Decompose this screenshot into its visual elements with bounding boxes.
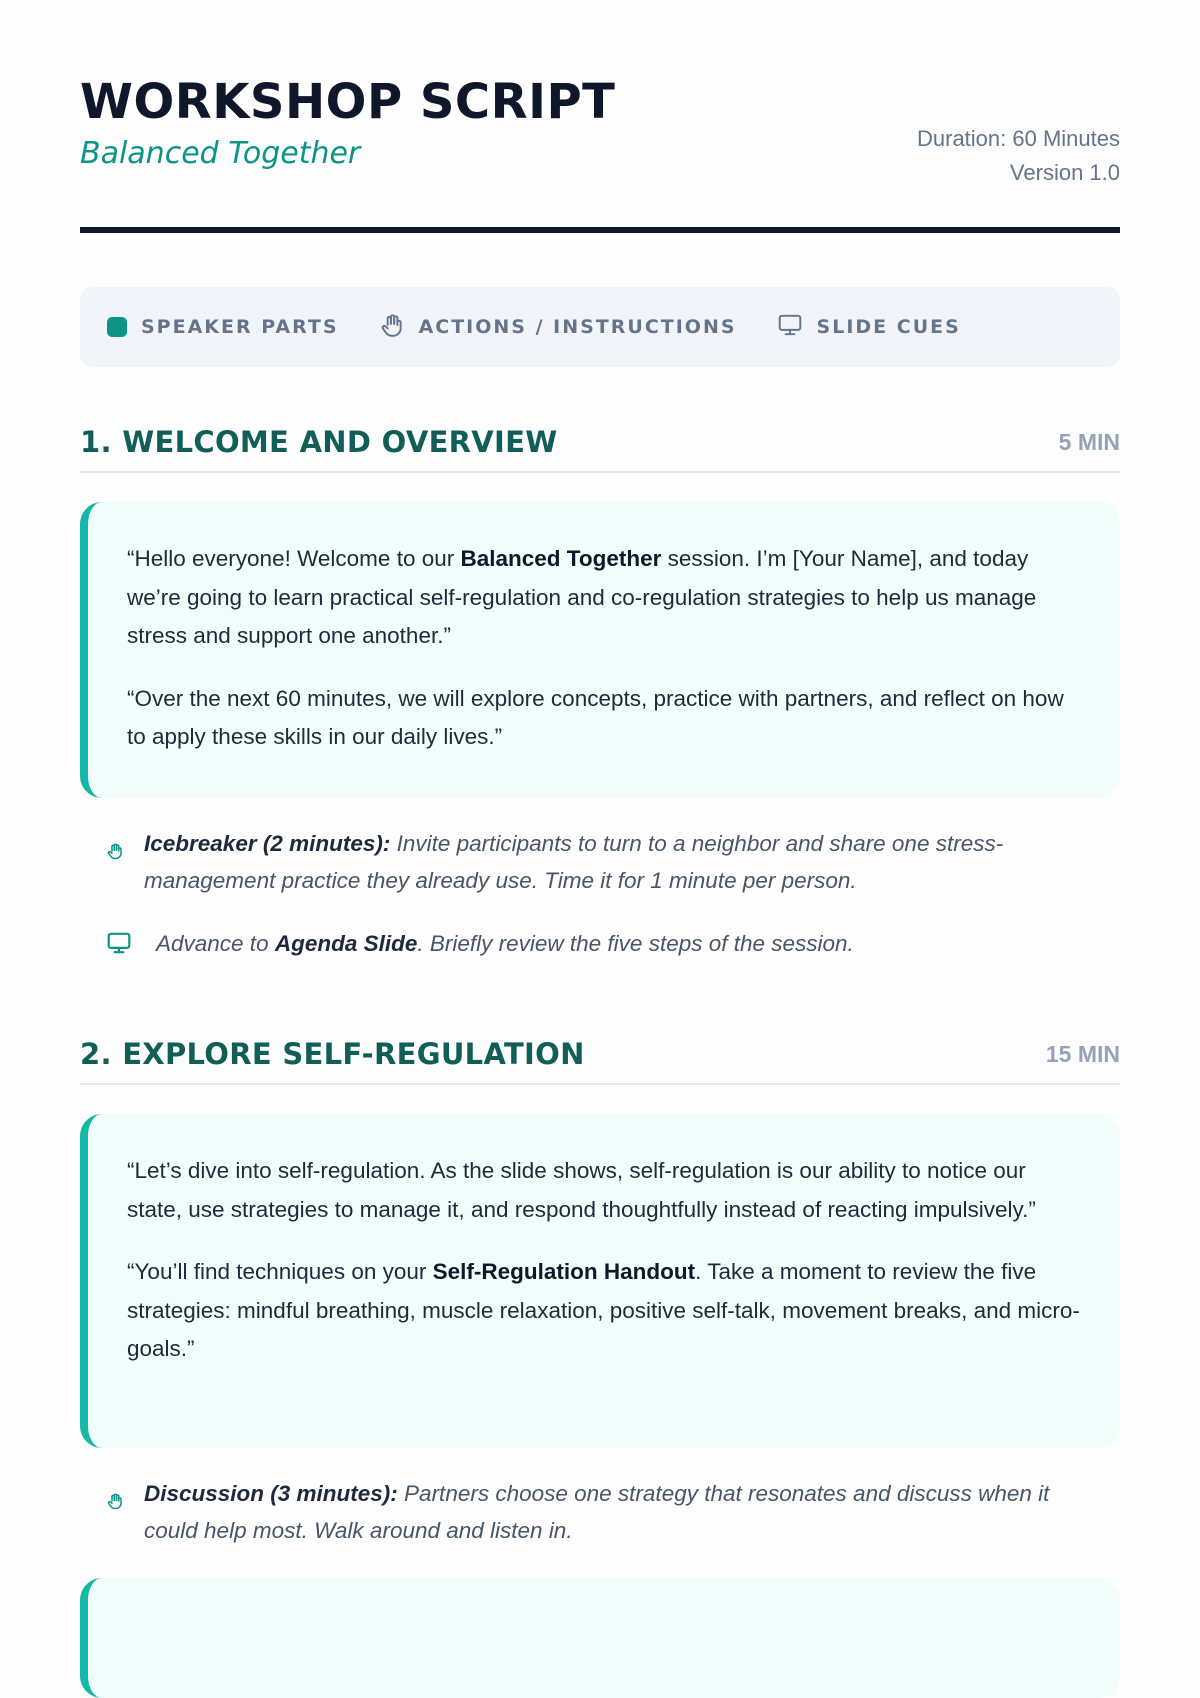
- hand-icon: [106, 834, 124, 871]
- speaker-part: [80, 1114, 1120, 1448]
- header-divider: [80, 227, 1120, 233]
- page-title: WORKSHOP SCRIPT: [80, 74, 616, 130]
- header: [80, 74, 1120, 188]
- speech-paragraph: “Let’s dive into self-regulation. As the slide shows, self-regulation is our ability to notice our state, use strategies to manage it, and respond thoughtfully instead of reacting impulsively.”: [127, 1158, 1036, 1222]
- section-title: 1. WELCOME AND OVERVIEW: [80, 425, 558, 459]
- hand-icon: [106, 1484, 124, 1521]
- monitor-icon: [777, 312, 803, 342]
- section-duration: 5 MIN: [1058, 429, 1120, 455]
- slide-cue: [106, 925, 1086, 962]
- legend-slides: [777, 312, 961, 342]
- legend-actions-label: ACTIONS / INSTRUCTIONS: [418, 316, 737, 338]
- speech-paragraph: “You’ll find techniques on your Self-Regulation Handout. Take a moment to review the five strategies: mindful breathing, muscle relaxation, positive self-talk, movement breaks, and micro-goals.”: [127, 1259, 1080, 1361]
- monitor-icon: [106, 930, 132, 967]
- script-meta: [917, 122, 1120, 190]
- legend-slides-label: SLIDE CUES: [816, 316, 961, 338]
- section-duration: 15 MIN: [1045, 1041, 1120, 1067]
- speaker-part: [80, 502, 1120, 798]
- legend-bar: [80, 287, 1120, 367]
- action-cue: [106, 1475, 1086, 1549]
- section-header: [80, 425, 1120, 473]
- action-text: Discussion (3 minutes): Partners choose one strategy that resonates and discuss when it could help most. Walk around and listen in.: [144, 1481, 1050, 1543]
- action-text: Icebreaker (2 minutes): Invite participants to turn to a neighbor and share one stress-management practice they already use. Time it for 1 minute per person.: [144, 831, 1004, 893]
- speech-paragraph: “Over the next 60 minutes, we will explore concepts, practice with partners, and reflect on how to apply these skills in our daily lives.”: [127, 685, 1064, 749]
- legend-speaker: [107, 316, 339, 338]
- speech-paragraph: “Hello everyone! Welcome to our Balanced Together session. I’m [Your Name], and today we’re going to learn practical self-regulation and co-regulation strategies to help us manage stress and support one another.”: [127, 546, 1037, 648]
- section-title: 2. EXPLORE SELF-REGULATION: [80, 1037, 585, 1071]
- action-cue: [106, 825, 1086, 899]
- legend-actions: [379, 312, 737, 342]
- duration-text: Duration: 60 Minutes: [917, 126, 1120, 151]
- legend-speaker-label: SPEAKER PARTS: [141, 316, 339, 338]
- hand-icon: [379, 312, 405, 342]
- speaker-part: [80, 1578, 1120, 1698]
- version-text: Version 1.0: [1009, 160, 1120, 185]
- section-header: [80, 1037, 1120, 1085]
- slide-text: Advance to Agenda Slide. Briefly review the five steps of the session.: [156, 931, 854, 956]
- page-subtitle: Balanced Together: [80, 136, 361, 171]
- speaker-swatch-icon: [107, 317, 127, 337]
